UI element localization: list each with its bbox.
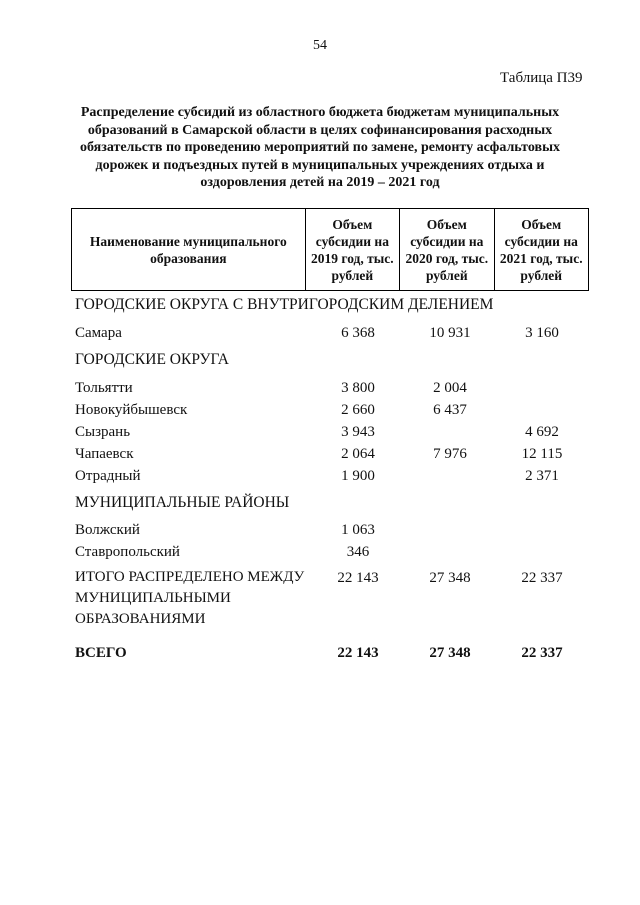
row-name: Тольятти bbox=[75, 380, 133, 396]
subtotal-name: ИТОГО РАСПРЕДЕЛЕНО МЕЖДУ МУНИЦИПАЛЬНЫМИ ОБРАЗОВАНИЯМИ bbox=[75, 569, 305, 627]
row-2019: 346 bbox=[346, 544, 370, 560]
header-2019: Объем субсидии на 2019 год, тыс. рублей bbox=[305, 209, 399, 291]
subtotal-2019: 22 143 bbox=[337, 570, 379, 586]
row-2021: 12 115 bbox=[521, 446, 563, 462]
table-row bbox=[0, 399, 640, 421]
total-2019: 22 143 bbox=[337, 645, 379, 661]
section-municipal-districts: МУНИЦИПАЛЬНЫЕ РАЙОНЫ bbox=[75, 494, 290, 511]
row-2019: 1 063 bbox=[341, 522, 375, 538]
section-urban-districts-divided: ГОРОДСКИЕ ОКРУГА С ВНУТРИГОРОДСКИМ ДЕЛЕНИЕМ bbox=[75, 296, 494, 313]
row-name: Отрадный bbox=[75, 468, 141, 484]
subtotal-row bbox=[0, 567, 640, 627]
total-name: ВСЕГО bbox=[75, 645, 127, 661]
subtotal-2021: 22 337 bbox=[521, 570, 563, 586]
total-row bbox=[0, 642, 640, 664]
header-2020: Объем субсидии на 2020 год, тыс. рублей bbox=[400, 209, 494, 291]
row-name: Самара bbox=[75, 325, 122, 341]
table-label: Таблица П39 bbox=[500, 70, 583, 86]
table-row bbox=[0, 443, 640, 465]
row-2019: 1 900 bbox=[341, 468, 375, 484]
table-row bbox=[0, 541, 640, 563]
table-row bbox=[0, 421, 640, 443]
page-number: 54 bbox=[313, 38, 327, 53]
header-2021: Объем субсидии на 2021 год, тыс. рублей bbox=[494, 209, 588, 291]
row-name: Новокуйбышевск bbox=[75, 402, 188, 418]
table-row bbox=[0, 519, 640, 541]
row-2021: 4 692 bbox=[525, 424, 559, 440]
row-name: Чапаевск bbox=[75, 446, 134, 462]
row-2021: 2 371 bbox=[525, 468, 559, 484]
row-2019: 2 064 bbox=[341, 446, 375, 462]
row-name: Ставропольский bbox=[75, 544, 180, 560]
row-2019: 2 660 bbox=[341, 402, 375, 418]
row-2019: 3 800 bbox=[341, 380, 375, 396]
table-title: Распределение субсидий из областного бюджета бюджетам муниципальных образований в Самарской области в целях софинансирования расходных обязательств по проведению мероприятий по замене, ремонту асфальтовых дорожек и подъездных путей в муниципальных учреждениях отдыха и оздоровления детей на 2019 – 2021 год bbox=[79, 105, 561, 190]
row-2020: 2 004 bbox=[433, 380, 467, 396]
total-2021: 22 337 bbox=[521, 645, 563, 661]
header-name: Наименование муниципального образования bbox=[72, 209, 306, 291]
table-row bbox=[0, 322, 640, 344]
row-2021: 3 160 bbox=[525, 325, 559, 341]
row-2020: 6 437 bbox=[433, 402, 467, 418]
subtotal-2020: 27 348 bbox=[429, 570, 471, 586]
table-row bbox=[0, 377, 640, 399]
table-row bbox=[0, 465, 640, 487]
row-name: Сызрань bbox=[75, 424, 131, 440]
row-2019: 3 943 bbox=[341, 424, 375, 440]
row-name: Волжский bbox=[75, 522, 140, 538]
section-urban-districts: ГОРОДСКИЕ ОКРУГА bbox=[75, 351, 229, 368]
total-2020: 27 348 bbox=[429, 645, 471, 661]
row-2020: 7 976 bbox=[433, 446, 467, 462]
row-2020: 10 931 bbox=[429, 325, 471, 341]
row-2019: 6 368 bbox=[341, 325, 375, 341]
table-header bbox=[71, 208, 589, 291]
